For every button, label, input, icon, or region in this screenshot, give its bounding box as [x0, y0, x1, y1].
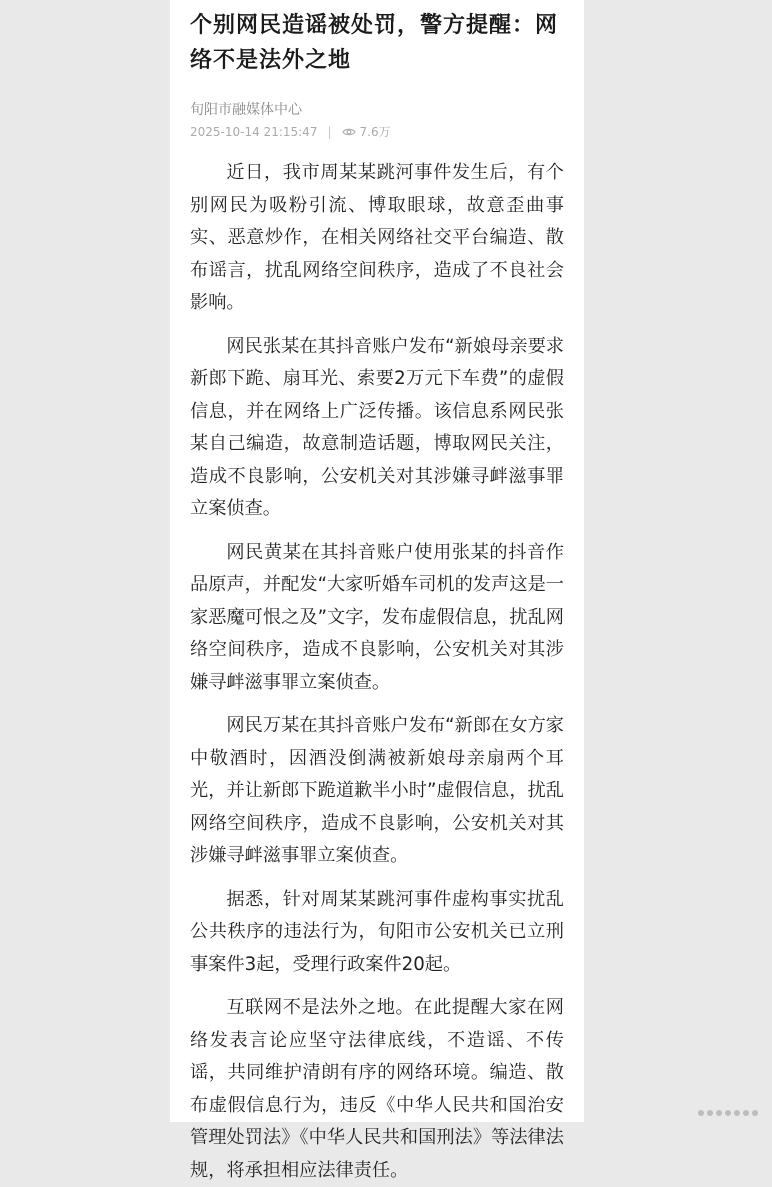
eye-icon — [342, 127, 356, 137]
article-page — [170, 0, 584, 1181]
article-meta — [190, 123, 564, 141]
article-paragraph: 网民黄某在其抖音账户使用张某的抖音作品原声，并配发“大家听婚车司机的发声这是一家恶魔可恨之及”文字，发布虚假信息，扰乱网络空间秩序，造成不良影响，公安机关对其涉嫌寻衅滋事罪立案侦查。 — [190, 541, 564, 693]
article-title: 个别网民造谣被处罚，警方提醒：网络不是法外之地 — [190, 13, 559, 73]
article-paragraph: 网民张某在其抖音账户发布“新娘母亲要求新郎下跪、扇耳光、索要2万元下车费”的虚假信息，并在网络上广泛传播。该信息系网民张某自己编造，故意制造话题，博取网民关注，造成不良影响，公安机关对其涉嫌寻衅滋事罪立案侦查。 — [190, 335, 564, 519]
article-body — [190, 157, 564, 1187]
article-paragraph: 近日，我市周某某跳河事件发生后，有个别网民为吸粉引流、博取眼球，故意歪曲事实、恶意炒作，在相关网络社交平台编造、散布谣言，扰乱网络空间秩序，造成了不良社会影响。 — [190, 162, 564, 313]
article-paragraph: 据悉，针对周某某跳河事件虚构事实扰乱公共秩序的违法行为，旬阳市公安机关已立刑事案件3起，受理行政案件20起。 — [190, 888, 564, 975]
meta-separator: | — [327, 125, 332, 139]
article-datetime: 2025-10-14 21:15:47 — [190, 125, 318, 139]
watermark-dots — [698, 1110, 758, 1116]
article-views: 7.6万 — [359, 125, 391, 139]
article-source[interactable]: 旬阳市融媒体中心 — [190, 102, 302, 118]
article-paragraph: 互联网不是法外之地。在此提醒大家在网络发表言论应坚守法律底线，不造谣、不传谣，共同维护清朗有序的网络环境。编造、散布虚假信息行为，违反《中华人民共和国治安管理处罚法》《中华人民共和国刑法》等法律法规，将承担相应法律责任。 — [190, 997, 564, 1181]
article-paragraph: 网民万某在其抖音账户发布“新郎在女方家中敬酒时，因酒没倒满被新娘母亲扇两个耳光，并让新郎下跪道歉半小时”虚假信息，扰乱网络空间秩序，造成不良影响，公安机关对其涉嫌寻衅滋事罪立案侦查。 — [190, 715, 564, 866]
